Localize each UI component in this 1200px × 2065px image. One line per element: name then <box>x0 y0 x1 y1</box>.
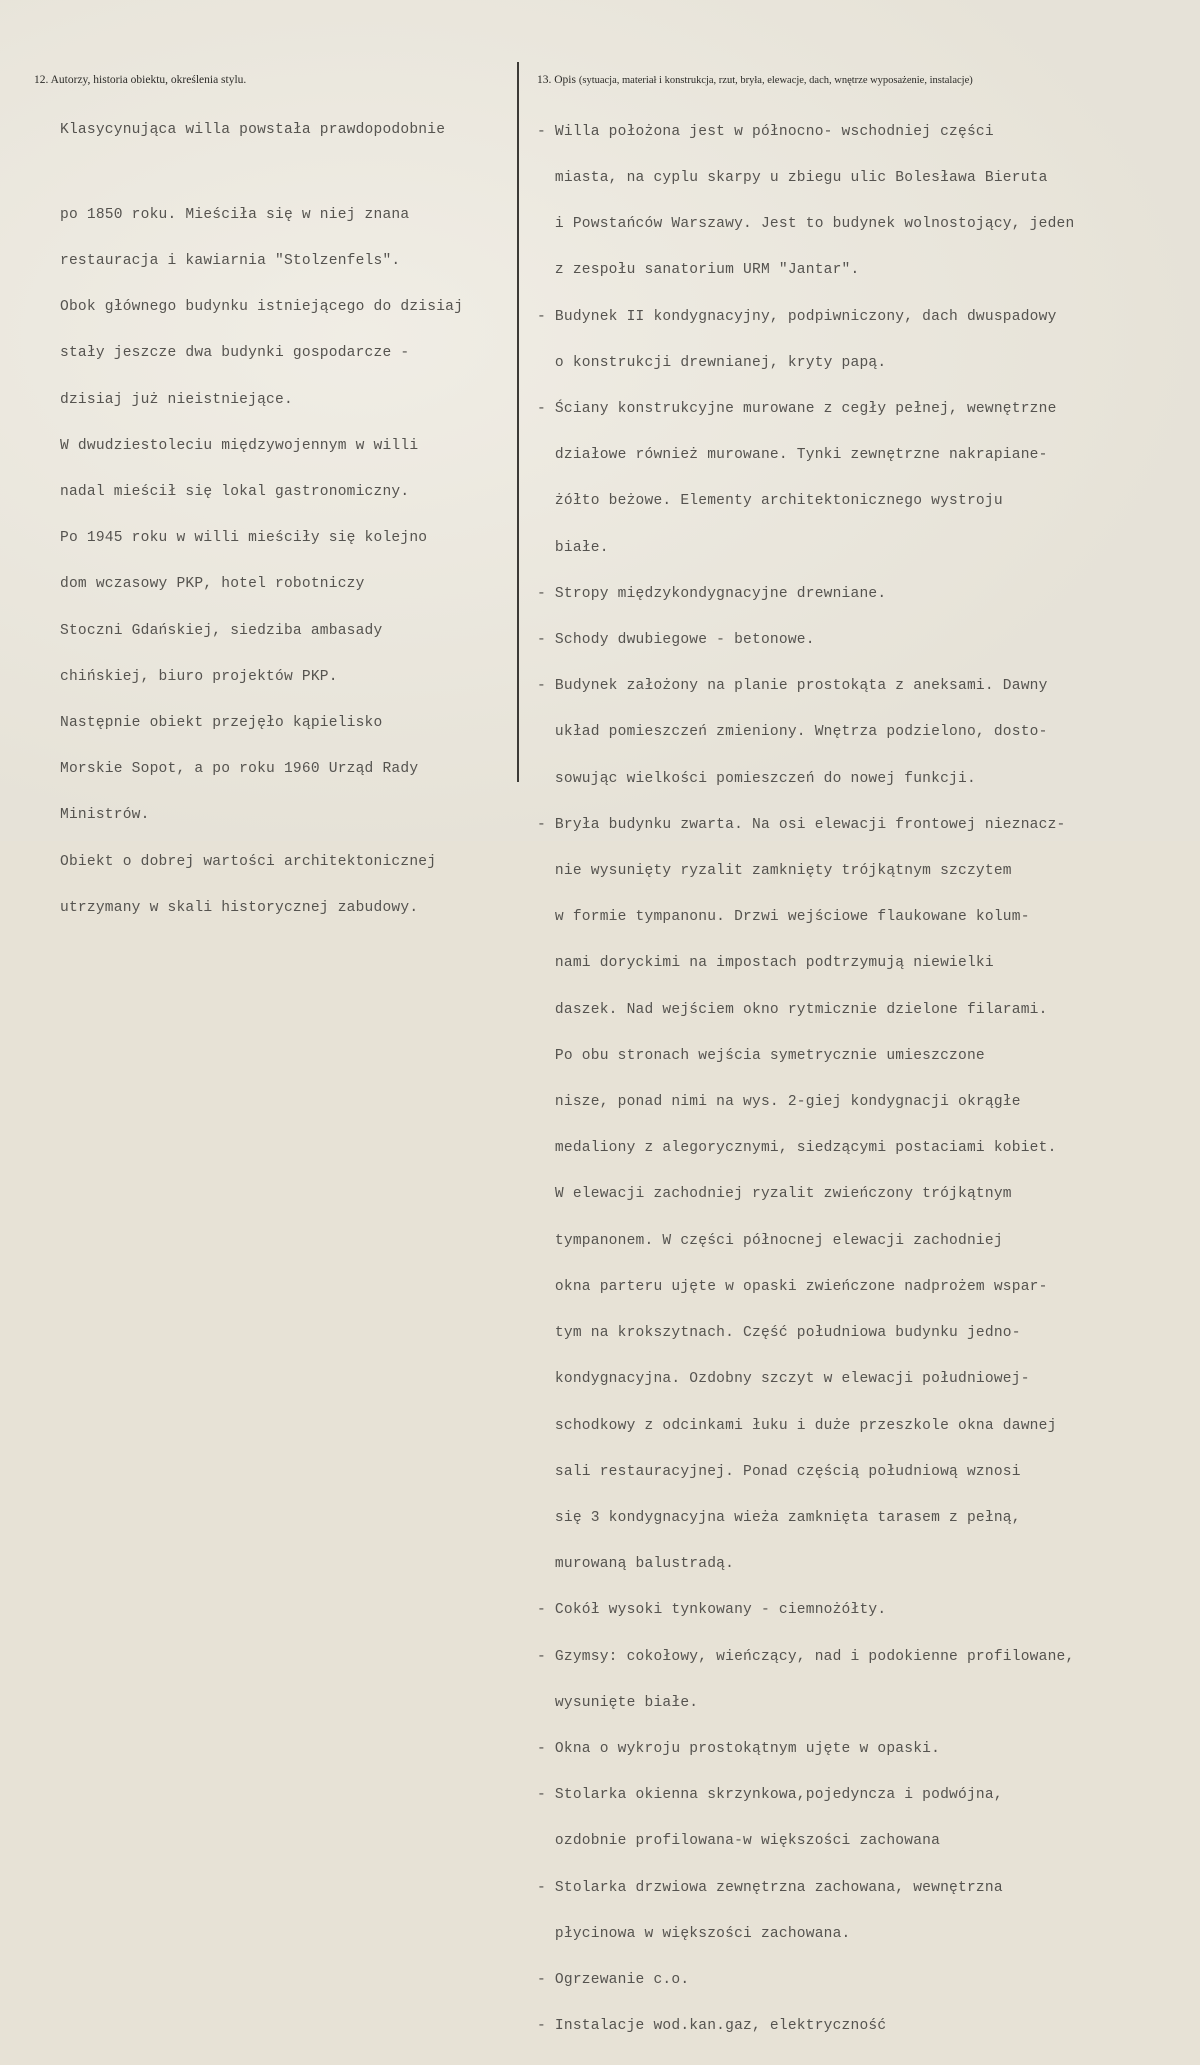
section-13-line: się 3 kondygnacyjna wieża zamknięta tarasem z pełną, <box>537 1509 1021 1526</box>
section-13-line: białe. <box>537 539 609 556</box>
section-13-line: kondygnacyjna. Ozdobny szczyt w elewacji południowej- <box>537 1371 1030 1388</box>
section-12-gap <box>60 169 463 177</box>
section-13-line: - Ściany konstrukcyjne murowane z cegły pełnej, wewnętrzne <box>537 401 1057 418</box>
section-13-line: medaliony z alegorycznymi, siedzącymi postaciami kobiet. <box>537 1140 1057 1157</box>
section-13-line: - Budynek II kondygnacyjny, podpiwniczony, dach dwuspadowy <box>537 308 1057 325</box>
section-13-heading <box>537 74 973 86</box>
section-12-line: Obiekt o dobrej wartości architektonicznej <box>60 853 437 870</box>
section-12-line: Morskie Sopot, a po roku 1960 Urząd Rady <box>60 761 419 778</box>
section-12-line: chińskiej, biuro projektów PKP. <box>60 668 338 685</box>
section-13-line: - Okna o wykroju prostokątnym ujęte w opaski. <box>537 1740 941 1757</box>
section-13-line: okna parteru ujęte w opaski zwieńczone nadprożem wspar- <box>537 1278 1048 1295</box>
section-12-line: dom wczasowy PKP, hotel robotniczy <box>60 576 365 593</box>
section-13-line: - Ogrzewanie c.o. <box>537 1971 690 1988</box>
section-13-line: - Budynek założony na planie prostokąta z aneksami. Dawny <box>537 678 1048 695</box>
section-13-line: o konstrukcji drewnianej, kryty papą. <box>537 354 887 371</box>
section-13-line: - Willa położona jest w północno- wschodniej części <box>537 123 994 140</box>
section-12-heading <box>34 74 246 86</box>
section-13-line: działowe również murowane. Tynki zewnętrzne nakrapiane- <box>537 447 1048 464</box>
section-13-line: nisze, ponad nimi na wys. 2-giej kondygnacji okrągłe <box>537 1094 1021 1111</box>
section-13-body <box>537 94 1074 2065</box>
section-13-line: - Stropy międzykondygnacyjne drewniane. <box>537 585 887 602</box>
section-13-line: - Bryła budynku zwarta. Na osi elewacji frontowej nieznacz- <box>537 816 1066 833</box>
section-13-line: sali restauracyjnej. Ponad częścią południową wznosi <box>537 1463 1021 1480</box>
section-13-line: sowując wielkości pomieszczeń do nowej funkcji. <box>537 770 976 787</box>
section-13-line: - Stolarka okienna skrzynkowa,pojedyncza i podwójna, <box>537 1787 1003 1804</box>
section-13-line: układ pomieszczeń zmieniony. Wnętrza podzielono, dosto- <box>537 724 1048 741</box>
section-12-heading-text: Autorzy, historia obiektu, określenia stylu. <box>50 74 247 86</box>
section-12-body <box>60 92 463 947</box>
section-12-line: Ministrów. <box>60 807 150 824</box>
section-12-number: 12. <box>34 74 49 86</box>
section-13-heading-text: Opis <box>554 74 576 86</box>
section-13-line: miasta, na cyplu skarpy u zbiegu ulic Bolesława Bieruta <box>537 170 1048 187</box>
section-13-line: płycinowa w większości zachowana. <box>537 1925 851 1942</box>
section-12-line: Obok głównego budynku istniejącego do dzisiaj <box>60 299 464 316</box>
section-13-line: Po obu stronach wejścia symetrycznie umieszczone <box>537 1047 985 1064</box>
section-13-line: - Gzymsy: cokołowy, wieńczący, nad i podokienne profilowane, <box>537 1648 1075 1665</box>
section-12-line: stały jeszcze dwa budynki gospodarcze - <box>60 345 410 362</box>
section-13-line: tympanonem. W części północnej elewacji zachodniej <box>537 1232 1003 1249</box>
section-13-line: - Schody dwubiegowe - betonowe. <box>537 632 815 649</box>
section-12-line: Po 1945 roku w willi mieściły się kolejno <box>60 530 428 547</box>
section-13-line: daszek. Nad wejściem okno rytmicznie dzielone filarami. <box>537 1001 1048 1018</box>
section-13-line: schodkowy z odcinkami łuku i duże przeszkole okna dawnej <box>537 1417 1057 1434</box>
column-divider <box>517 62 519 782</box>
section-12-line: po 1850 roku. Mieściła się w niej znana <box>60 206 410 223</box>
section-13-line: murowaną balustradą. <box>537 1556 735 1573</box>
section-13-line: w formie tympanonu. Drzwi wejściowe flaukowane kolum- <box>537 909 1030 926</box>
section-13-line: nami doryckimi na impostach podtrzymują niewielki <box>537 955 994 972</box>
section-13-line: ozdobnie profilowana-w większości zachowana <box>537 1833 941 1850</box>
section-13-line: - Instalacje wod.kan.gaz, elektryczność <box>537 2018 887 2035</box>
section-13-line: tym na krokszytnach. Część południowa budynku jedno- <box>537 1325 1021 1342</box>
section-12-line: Klasycynująca willa powstała prawdopodobnie <box>60 121 446 138</box>
section-13-line: z zespołu sanatorium URM "Jantar". <box>537 262 860 279</box>
section-13-line: W elewacji zachodniej ryzalit zwieńczony trójkątnym <box>537 1186 1012 1203</box>
section-13-line: i Powstańców Warszawy. Jest to budynek wolnostojący, jeden <box>537 216 1075 233</box>
section-12-line: utrzymany w skali historycznej zabudowy. <box>60 899 419 916</box>
section-12-line: dzisiaj już nieistniejące. <box>60 391 293 408</box>
section-13-line: wysunięte białe. <box>537 1694 699 1711</box>
section-13-heading-detail: (sytuacja, materiał i konstrukcja, rzut, bryła, elewacje, dach, wnętrze wyposażenie, instalacje) <box>578 75 973 86</box>
section-12-line: restauracja i kawiarnia "Stolzenfels". <box>60 253 401 270</box>
section-12-line: Stoczni Gdańskiej, siedziba ambasady <box>60 622 383 639</box>
section-13-number: 13. <box>537 74 552 86</box>
section-13-line: nie wysunięty ryzalit zamknięty trójkątnym szczytem <box>537 863 1012 880</box>
section-12-line: Następnie obiekt przejęło kąpielisko <box>60 715 383 732</box>
section-13-line: - Stolarka drzwiowa zewnętrzna zachowana, wewnętrzna <box>537 1879 1003 1896</box>
section-12-line: W dwudziestoleciu międzywojennym w willi <box>60 437 419 454</box>
section-13-line: żółto beżowe. Elementy architektonicznego wystroju <box>537 493 1003 510</box>
section-12-line: nadal mieścił się lokal gastronomiczny. <box>60 484 410 501</box>
section-13-line: - Cokół wysoki tynkowany - ciemnożółty. <box>537 1602 887 1619</box>
